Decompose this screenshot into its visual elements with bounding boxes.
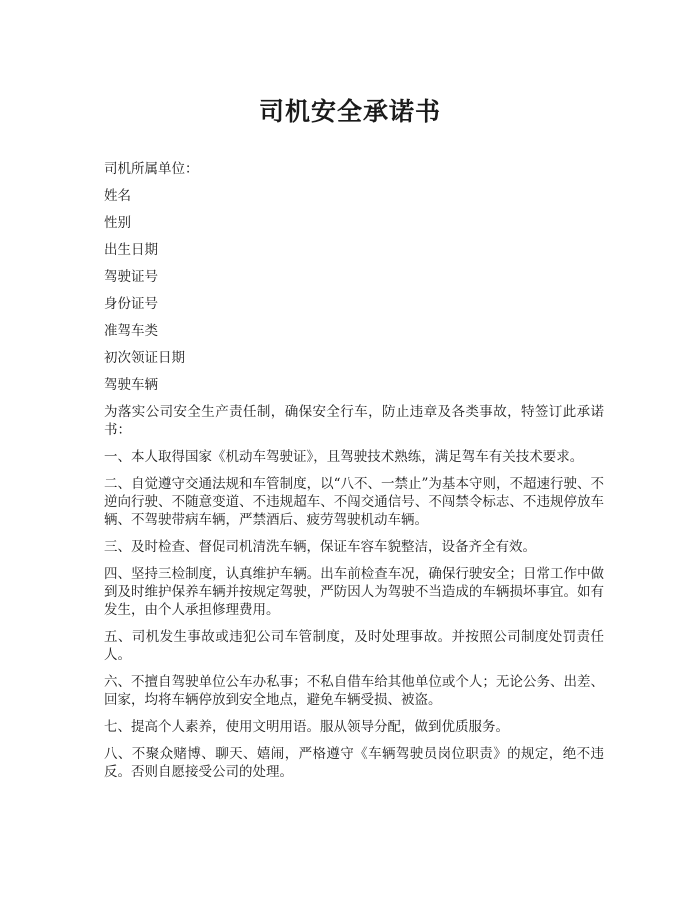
- clause-2: 二、自觉遵守交通法规和车管制度，以“八不、一禁止”为基本守则，不超速行驶、不逆向行驶、不随意变道、不违规超车、不闯交通信号、不闯禁令标志、不违规停放车辆、不驾驶带病车辆，严禁酒后、疲劳驾驶机动车辆。: [104, 476, 604, 528]
- clause-5: 五、司机发生事故或违犯公司车管制度，及时处理事故。并按照公司制度处罚责任人。: [104, 629, 604, 663]
- clause-6: 六、不擅自驾驶单位公车办私事；不私自借车给其他单位或个人；无论公务、出差、回家，均将车辆停放到安全地点，避免车辆受损、被盗。: [104, 674, 604, 708]
- clause-7: 七、提高个人素养，使用文明用语。服从领导分配，做到优质服务。: [104, 719, 509, 735]
- field-vehicle: 驾驶车辆: [104, 377, 158, 393]
- field-name: 姓名: [104, 188, 131, 204]
- field-gender: 性别: [104, 215, 131, 231]
- field-unit: 司机所属单位：: [104, 161, 199, 177]
- clause-8: 八、不聚众赌博、聊天、嬉闹，严格遵守《车辆驾驶员岗位职责》的规定，绝不违反。否则自愿接受公司的处理。: [104, 746, 604, 780]
- intro-paragraph: 为落实公司安全生产责任制，确保安全行车，防止违章及各类事故，特签订此承诺书：: [104, 404, 604, 438]
- field-license-number: 驾驶证号: [104, 269, 158, 285]
- field-vehicle-class: 准驾车类: [104, 323, 158, 339]
- clause-4: 四、坚持三检制度，认真维护车辆。出车前检查车况，确保行驶安全；日常工作中做到及时维护保养车辆并按规定驾驶，严防因人为驾驶不当造成的车辆损坏事宜。如有发生，由个人承担修理费用。: [104, 566, 604, 618]
- field-first-license-date: 初次领证日期: [104, 350, 185, 366]
- document-body: [104, 160, 604, 790]
- field-id-number: 身份证号: [104, 296, 158, 312]
- document-title: 司机安全承诺书: [258, 97, 441, 126]
- field-birth-date: 出生日期: [104, 242, 158, 258]
- clause-3: 三、及时检查、督促司机清洗车辆，保证车容车貌整洁，设备齐全有效。: [104, 539, 536, 555]
- clause-1: 一、本人取得国家《机动车驾驶证》，且驾驶技术熟练，满足驾车有关技术要求。: [104, 449, 584, 465]
